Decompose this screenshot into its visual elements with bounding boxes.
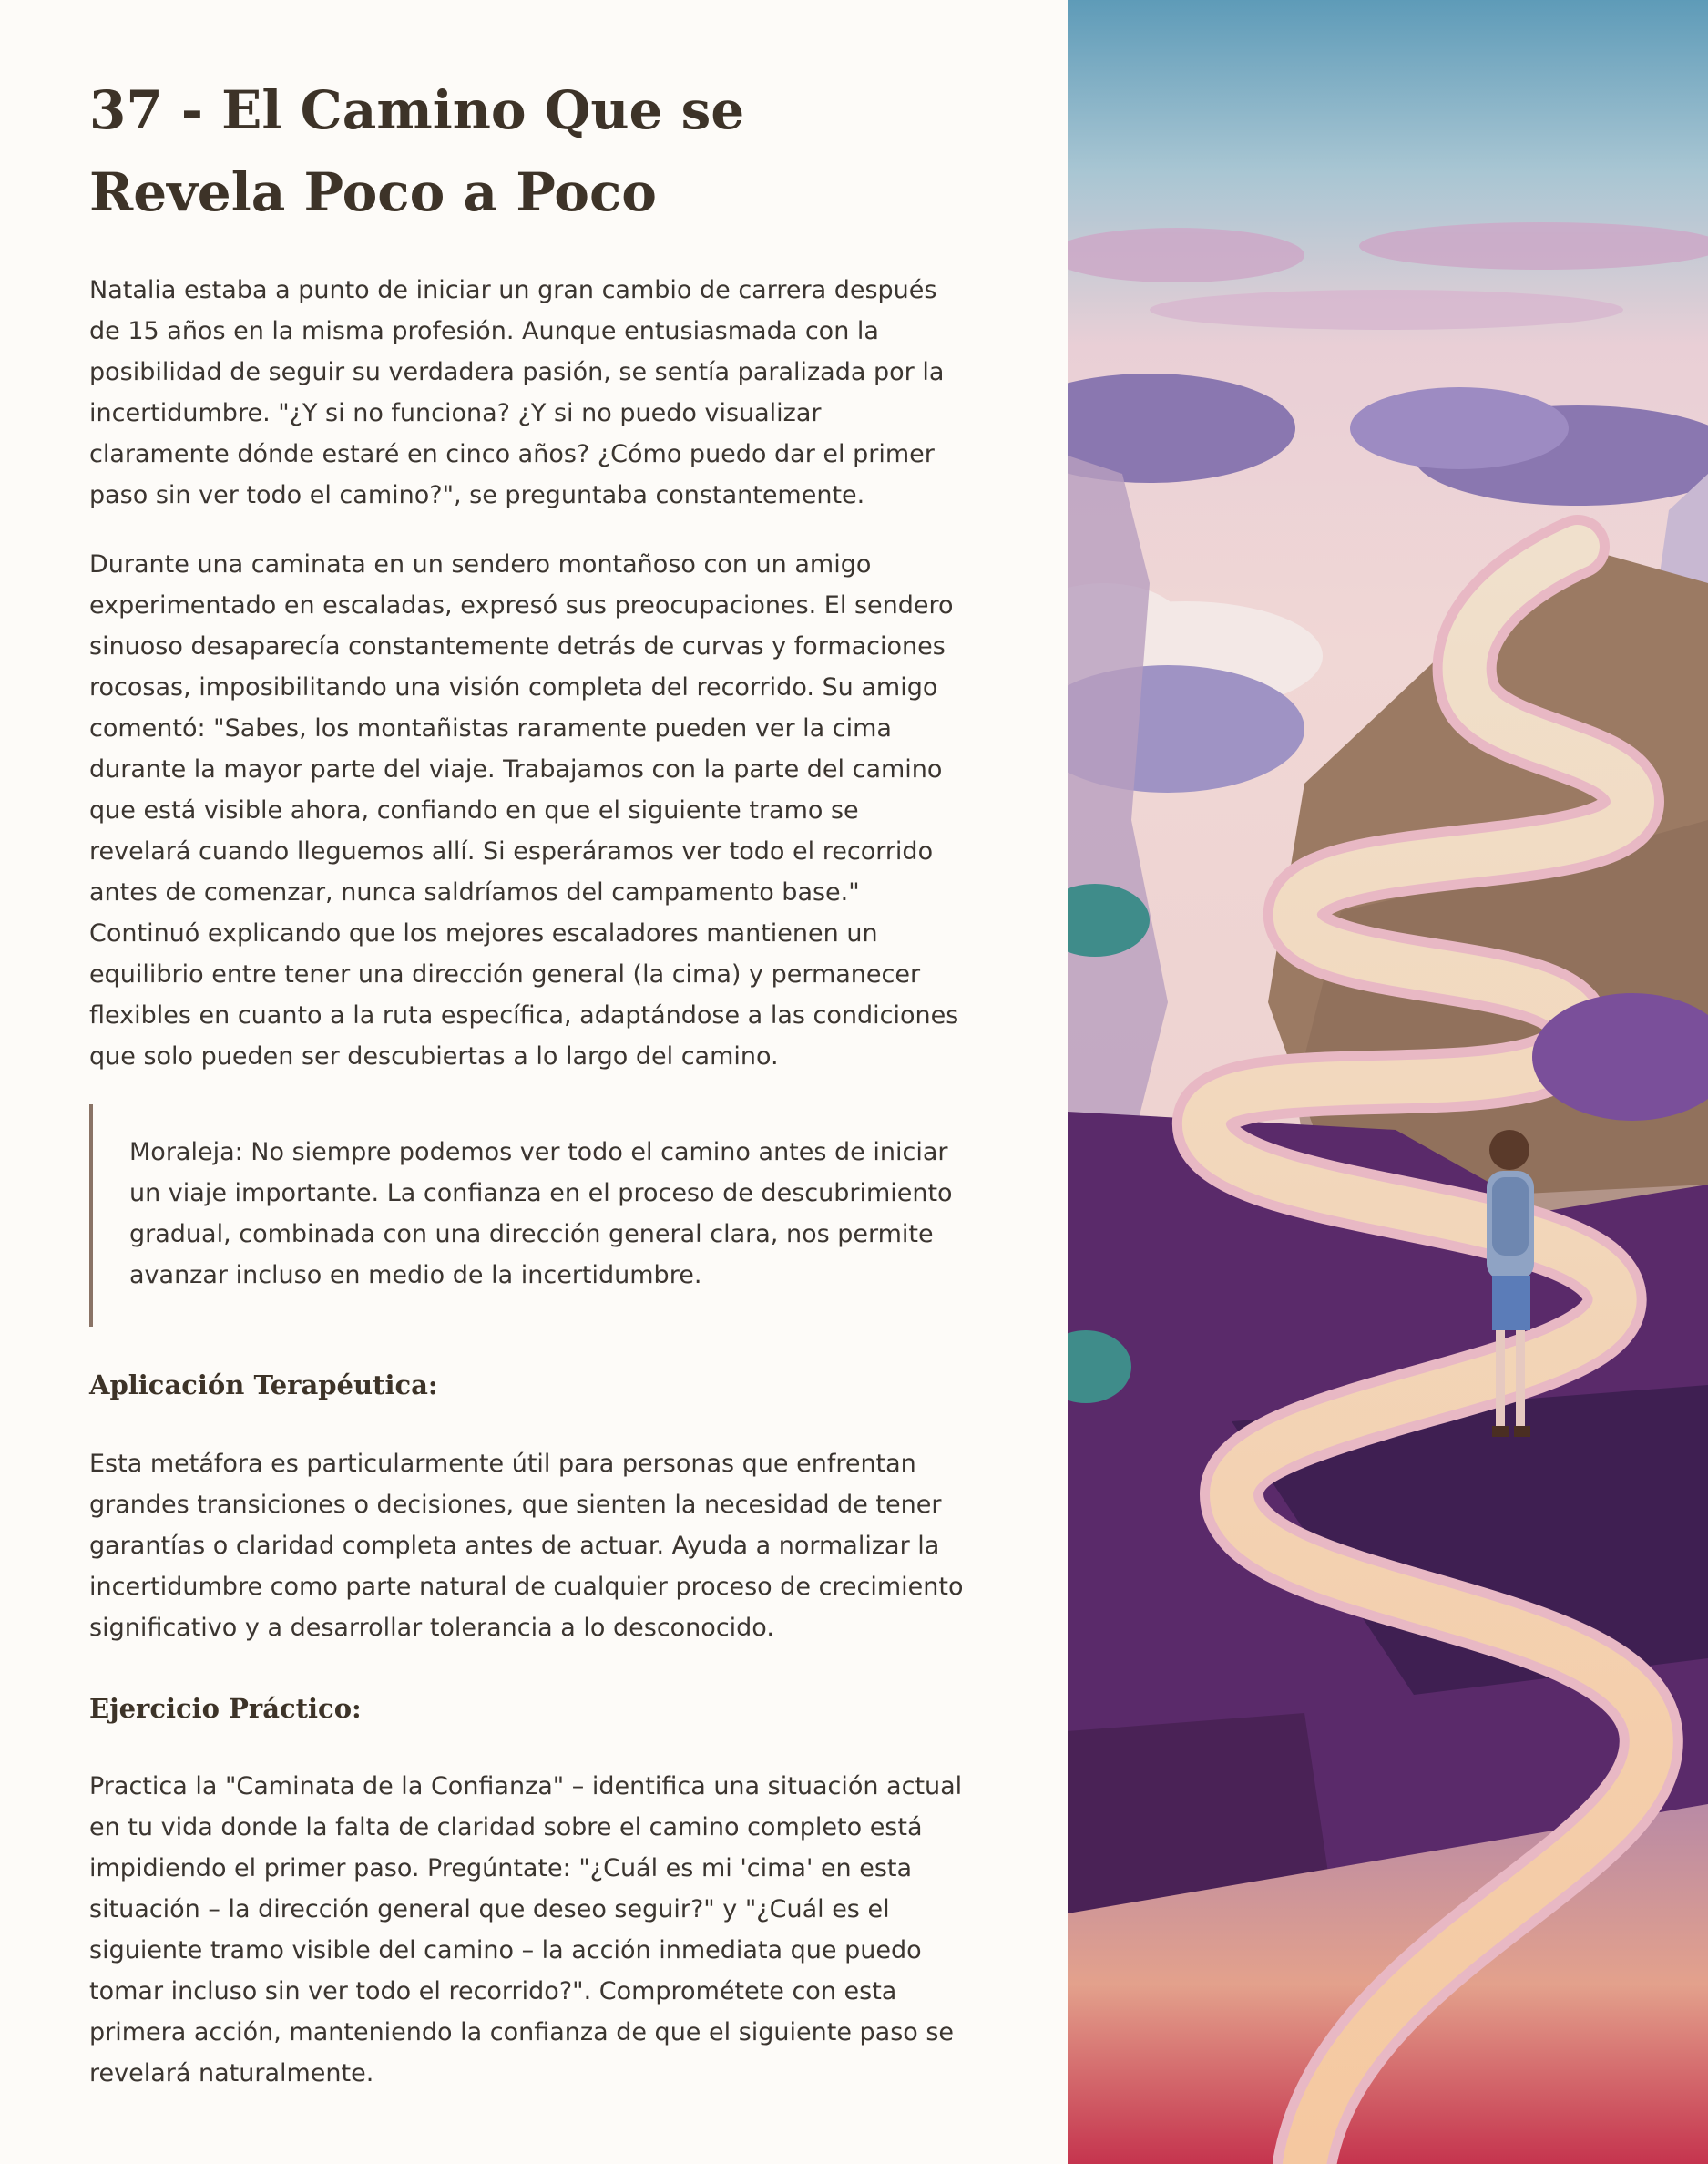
- page-title: 37 - El Camino Que se Revela Poco a Poco: [89, 79, 745, 223]
- exercise-text: Practica la "Caminata de la Confianza" – identifica una situación actual en tu vida donde la falta de claridad sobre el camino completo está impidiendo el primer paso. Pregúntate: "¿Cuál es mi 'cima' en esta situación – la dirección general que deseo seguir?" y "¿Cuál es el siguiente tramo visible del camino – la acción inmediata que puedo tomar incluso sin ver todo el recorrido?". Comprométete con esta primera acción, manteniendo la confianza de que el siguiente paso se revelará naturalmente.: [89, 1772, 963, 2087]
- winding-path-illustration: [1068, 0, 1708, 2164]
- moral-text: Moraleja: No siempre podemos ver todo el camino antes de iniciar un viaje importante. La confianza en el proceso de descubrimiento gradual, combinada con una dirección general clara, nos permite avanzar incluso en medio de la incertidumbre.: [129, 1138, 953, 1289]
- moral-blockquote: [89, 1104, 969, 1327]
- application-text: Esta metáfora es particularmente útil para personas que enfrentan grandes transiciones o decisiones, que sienten la necesidad de tener garantías o claridad completa antes de actuar. Ayuda a normalizar la incertidumbre como parte natural de cualquier proceso de crecimiento significativo y a desarrollar tolerancia a lo desconocido.: [89, 1450, 964, 1642]
- story-paragraph-1: Natalia estaba a punto de iniciar un gran cambio de carrera después de 15 años en la misma profesión. Aunque entusiasmada con la posibilidad de seguir su verdadera pasión, se sentía paralizada por la incertidumbre. "¿Y si no funciona? ¿Y si no puedo visualizar claramente dónde estaré en cinco años? ¿Cómo puedo dar el primer paso sin ver todo el camino?", se preguntaba constantemente.: [89, 276, 945, 509]
- winding-path-hiker-illustration: [1068, 0, 1708, 2164]
- exercise-heading: Ejercicio Práctico:: [89, 1693, 362, 1724]
- article-column: [89, 0, 966, 2164]
- story-paragraph-2: Durante una caminata en un sendero montañoso con un amigo experimentado en escaladas, expresó sus preocupaciones. El sendero sinuoso desaparecía constantemente detrás de curvas y formaciones rocosas, imposibilitando una visión completa del recorrido. Su amigo comentó: "Sabes, los montañistas raramente pueden ver la cima durante la mayor parte del viaje. Trabajamos con la parte del camino que está visible ahora, confiando en que el siguiente tramo se revelará cuando lleguemos allí. Si esperáramos ver todo el recorrido antes de comenzar, nunca saldríamos del campamento base." Continuó explicando que los mejores escaladores mantienen un equilibrio entre tener una dirección general (la cima) y permanecer flexibles en cuanto a la ruta específica, adaptándose a las condiciones que solo pueden ser descubiertas a lo largo del camino.: [89, 550, 959, 1071]
- application-heading: Aplicación Terapéutica:: [89, 1369, 438, 1400]
